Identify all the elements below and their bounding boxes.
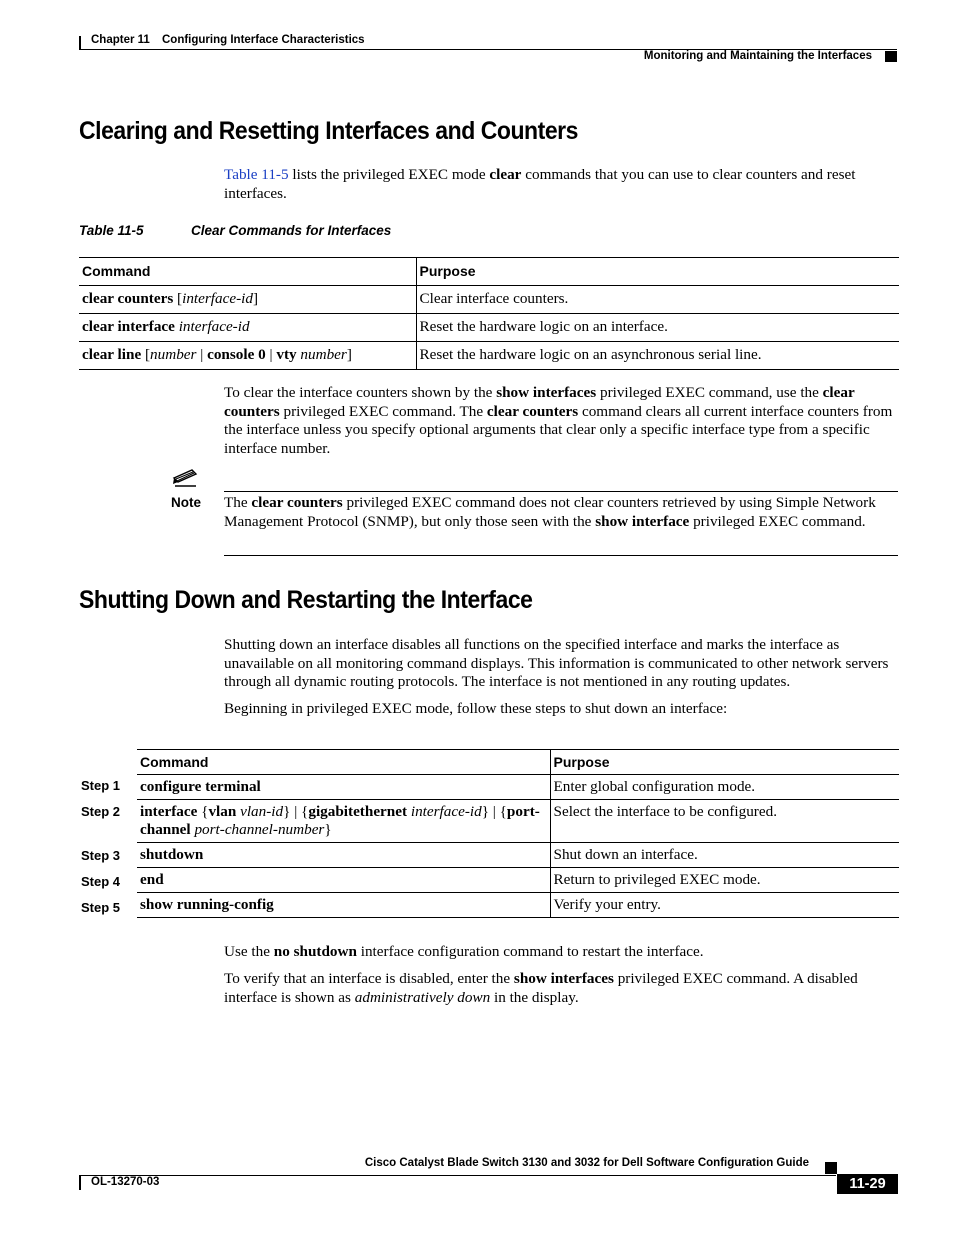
- page-number: 11-29: [837, 1174, 898, 1194]
- section-heading-clearing: Clearing and Resetting Interfaces and Counters: [79, 117, 579, 145]
- table-row: [137, 843, 899, 868]
- column-header-command: Command: [137, 750, 550, 775]
- note-label: Note: [171, 495, 201, 510]
- table-row: [79, 314, 899, 342]
- table-caption-title: Clear Commands for Interfaces: [191, 223, 392, 238]
- table-11-5-link[interactable]: Table 11-5: [224, 166, 289, 183]
- footer-guide-title: Cisco Catalyst Blade Switch 3130 and 3032 for Dell Software Configuration Guide: [364, 1157, 809, 1169]
- command-cell: configure terminal: [137, 775, 550, 800]
- purpose-cell: Verify your entry.: [550, 893, 899, 918]
- section-heading-shutting-down: Shutting Down and Restarting the Interface: [79, 586, 533, 614]
- footer-doc-number: OL-13270-03: [91, 1176, 160, 1188]
- header-chapter-title: Configuring Interface Characteristics: [162, 34, 365, 46]
- purpose-cell: Shut down an interface.: [550, 843, 899, 868]
- table-row: [137, 775, 899, 800]
- restart-paragraph: Use the no shutdown interface configuration command to restart the interface.: [224, 943, 704, 960]
- header-section-title: Monitoring and Maintaining the Interfaces: [643, 50, 872, 62]
- command-cell: shutdown: [137, 843, 550, 868]
- purpose-cell: Reset the hardware logic on an asynchronous serial line.: [416, 342, 899, 370]
- purpose-cell: Clear interface counters.: [416, 286, 899, 314]
- verify-paragraph: To verify that an interface is disabled, enter the show interfaces privileged EXEC command. A disabled interface is shown as administratively down in the display.: [224, 970, 858, 1006]
- column-header-purpose: Purpose: [550, 750, 899, 775]
- note-rule-top: [224, 491, 898, 492]
- footer-rule: [79, 1175, 836, 1176]
- step-label: Step 2: [81, 804, 121, 819]
- command-cell: clear interface interface-id: [79, 314, 416, 342]
- pencil-note-icon: [172, 468, 198, 495]
- footer-rule-left: [79, 1175, 81, 1190]
- table-row: [79, 286, 899, 314]
- section2-paragraph: Shutting down an interface disables all functions on the specified interface and marks the interface as unavailable on all monitoring command displays. This information is communicated to other network servers through all dynamic routing protocols. The interface is not mentioned in any routing updates.: [224, 636, 889, 691]
- command-cell: show running-config: [137, 893, 550, 918]
- command-cell: end: [137, 868, 550, 893]
- table-row: [137, 893, 899, 918]
- table-caption-number: Table 11-5: [79, 223, 144, 238]
- header-chapter: Chapter 11: [91, 34, 150, 46]
- note-text: The clear counters privileged EXEC command does not clear counters retrieved by using Simple Network Management Protocol (SNMP), but only those seen with the show interface privileged EXEC command.: [224, 494, 876, 530]
- column-header-purpose: Purpose: [416, 258, 899, 286]
- purpose-cell: Return to privileged EXEC mode.: [550, 868, 899, 893]
- section1-paragraph: To clear the interface counters shown by the show interfaces privileged EXEC command, use the clear counters privileged EXEC command. The clear counters command clears all current interface counters from the interface unless you specify optional arguments that clear only a specific interface type from a specific interface number.: [224, 384, 893, 458]
- shutdown-steps-table: [137, 749, 899, 918]
- footer-marker: [825, 1162, 837, 1174]
- header-rule-left: [79, 36, 81, 50]
- table-header-row: [79, 258, 899, 286]
- table-header-row: [137, 750, 899, 775]
- purpose-cell: Enter global configuration mode.: [550, 775, 899, 800]
- header-marker: [885, 51, 897, 62]
- note-rule-bottom: [224, 555, 898, 556]
- column-header-command: Command: [79, 258, 416, 286]
- step-label: Step 3: [81, 848, 121, 863]
- table-row: [79, 342, 899, 370]
- step-label: Step 1: [81, 778, 121, 793]
- step-label: Step 4: [81, 874, 121, 889]
- step-label: Step 5: [81, 900, 121, 915]
- command-cell: clear line [number | console 0 | vty number]: [79, 342, 416, 370]
- purpose-cell: Select the interface to be configured.: [550, 800, 899, 843]
- section2-steps-intro: Beginning in privileged EXEC mode, follow these steps to shut down an interface:: [224, 700, 728, 717]
- purpose-cell: Reset the hardware logic on an interface.: [416, 314, 899, 342]
- section1-intro: Table 11-5 lists the privileged EXEC mode clear commands that you can use to clear counters and reset interfaces.: [224, 166, 856, 202]
- command-cell: clear counters [interface-id]: [79, 286, 416, 314]
- clear-commands-table: [79, 257, 899, 370]
- table-row: [137, 868, 899, 893]
- table-row: [137, 800, 899, 843]
- command-cell: interface {vlan vlan-id} | {gigabitethernet interface-id} | {port-channel port-channel-number}: [137, 800, 550, 843]
